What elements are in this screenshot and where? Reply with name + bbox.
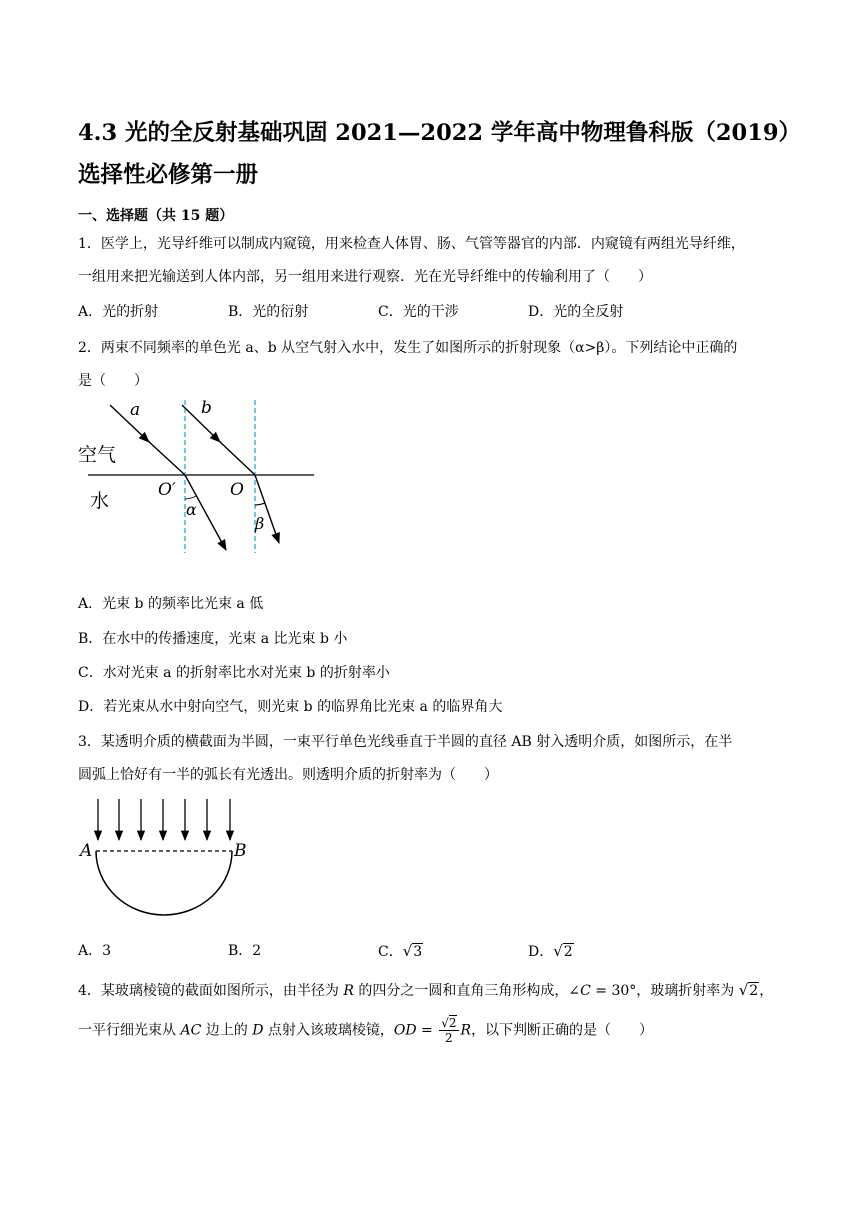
label-b: b	[201, 398, 212, 418]
beta-arc	[255, 503, 265, 505]
q1-text-line2: 一组用来把光输送到人体内部，另一组用来进行观察．光在光导纤维中的传输利用了（ ）	[78, 269, 652, 285]
q2-option-d: D．若光束从水中射向空气，则光束 b 的临界角比光束 a 的临界角大	[78, 699, 503, 715]
label-o-prime: O′	[158, 480, 176, 500]
sqrt-2-refractive-index: √2	[738, 981, 759, 999]
q4-text-line1: 4．某玻璃棱镜的截面如图所示，由半径为 R 的四分之一圆和直角三角形构成，∠C = 30°，玻璃折射率为 √2，	[78, 981, 774, 999]
q3-option-b: B．2	[228, 943, 262, 959]
q2-option-a: A．光束 b 的频率比光束 a 低	[78, 596, 264, 612]
q2-text-line1: 2．两束不同频率的单色光 a、b 从空气射入水中，发生了如图所示的折射现象（α>β）。下列结论中正确的	[78, 340, 738, 356]
label-point-b: B	[234, 841, 247, 861]
q1-option-a: A．光的折射	[78, 304, 159, 320]
label-air: 空气	[78, 444, 117, 466]
sqrt-2: √2	[553, 942, 573, 960]
q3-text-line1: 3．某透明介质的横截面为半圆，一束平行单色光线垂直于半圆的直径 AB 射入透明介质，如图所示，在半	[78, 734, 733, 750]
q2-refraction-figure	[70, 395, 330, 560]
q3-option-a: A．3	[78, 943, 112, 959]
fraction-sqrt2-over-2: $\frac{√2}{2}$	[441, 1016, 457, 1045]
q4-text-line2: 一平行细光束从 AC 边上的 D 点射入该玻璃棱镜，OD = $\frac{√2}{2}$ R，以下判断正确的是（ ）	[78, 1016, 654, 1045]
label-beta: β	[255, 514, 265, 533]
sqrt-3: √3	[402, 942, 423, 960]
q2-text-line2: 是（ ）	[78, 373, 148, 389]
document-title: 4.3 光的全反射基础巩固 2021—2022 学年高中物理鲁科版（2019）选择性必修第一册	[78, 120, 790, 188]
q1-option-d: D．光的全反射	[528, 304, 624, 320]
q1-option-c: C．光的干涉	[378, 304, 459, 320]
label-water: 水	[90, 490, 110, 512]
semicircle-arc	[96, 851, 232, 915]
section-heading: 一、选择题（共 15 题）	[78, 208, 234, 224]
label-alpha: α	[186, 500, 197, 519]
q3-text-line2: 圆弧上恰好有一半的弧长有光透出。则透明介质的折射率为（ ）	[78, 767, 498, 783]
q3-option-d: D．√2	[528, 942, 573, 960]
label-point-a: A	[80, 841, 93, 861]
label-o: O	[230, 480, 244, 500]
label-a: a	[130, 400, 141, 420]
q1-text-line1: 1．医学上，光导纤维可以制成内窥镜，用来检查人体胃、肠、气管等器官的内部．内窥镜有两组光导纤维，	[78, 236, 745, 252]
q2-option-b: B．在水中的传播速度，光束 a 比光束 b 小	[78, 631, 348, 647]
q3-option-c: C．√3	[378, 942, 423, 960]
alpha-arc	[185, 496, 196, 499]
q3-semicircle-figure	[72, 795, 272, 920]
q2-option-c: C．水对光束 a 的折射率比水对光束 b 的折射率小	[78, 665, 390, 681]
q1-option-b: B．光的衍射	[228, 304, 309, 320]
